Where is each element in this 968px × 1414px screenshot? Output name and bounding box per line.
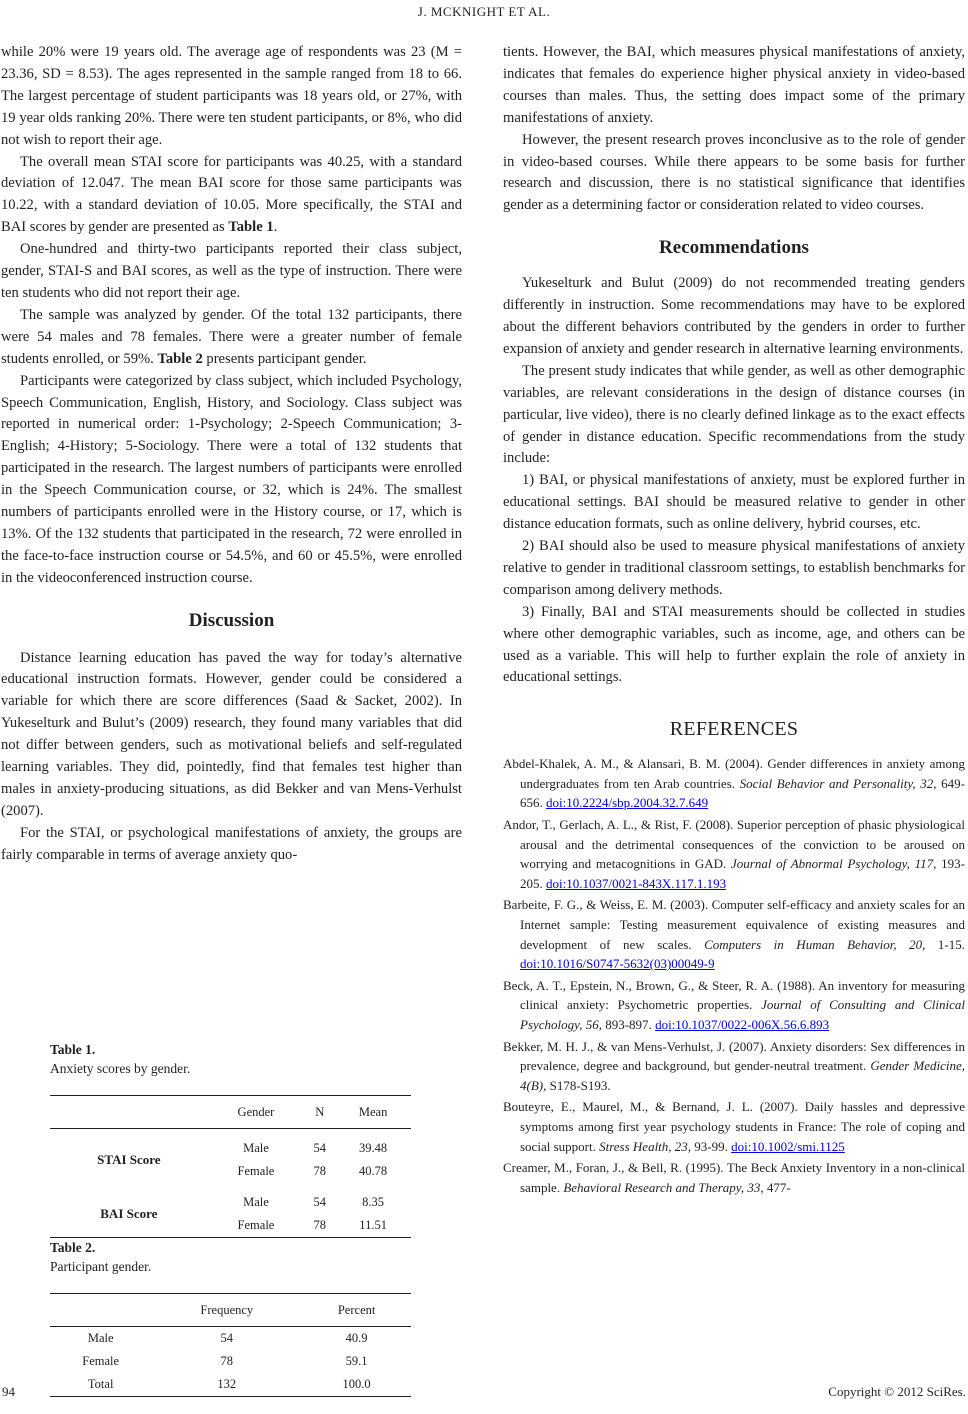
table-row [50, 1327, 411, 1351]
column-header: N [304, 1096, 335, 1129]
table-cell: 78 [313, 1164, 326, 1178]
reference-text: Beck, A. T., Epstein, N., Brown, G., & Steer, R. A. (1988). An inventory for measuring clinical anxiety: Psychometric properties. [503, 977, 965, 1013]
table-label: Table 2. [50, 1240, 96, 1255]
reference-text: Bouteyre, E., Maurel, M., & Bernand, J. L. (2007). Daily hassles and depressive symptoms among first year psychology students in France: The role of coping and social support. [503, 1099, 965, 1154]
table-cell: 11.51 [335, 1214, 411, 1238]
table-cell: Male [87, 1331, 114, 1345]
reference-pages: 477- [763, 1179, 791, 1195]
paragraph-text: presents participant gender. [202, 350, 367, 367]
table-label: Table 1. [50, 1042, 96, 1057]
paragraph: However, the present research proves inconclusive as to the role of gender in video-based courses. While there appears to be some basis for further research and discussion, there is no statistical significance that identifies gender as a determining factor or consideration related to video courses. [503, 131, 965, 214]
table-cell: 39.48 [359, 1141, 388, 1155]
table-cell: Female [82, 1354, 120, 1368]
column-header [50, 1294, 151, 1327]
table-2 [50, 1238, 411, 1397]
table-caption: Anxiety scores by gender. [50, 1061, 191, 1076]
reference-text: Creamer, M., Foran, J., & Bell, R. (1995). The Beck Anxiety Inventory in a non-clinical sample. [503, 1160, 965, 1195]
table-reference: Table 2 [157, 350, 203, 367]
paragraph: Yukeselturk and Bulut (2009) do not recommended treating genders differently in instruction. Some recommendations may have to be explored about the different behaviors contributed by the genders in order to further expansion of anxiety and gender research in alternative learning environments. [503, 275, 965, 357]
table-row [50, 1137, 411, 1160]
reference-journal: Journal of Abnormal Psychology, 117, [730, 856, 937, 872]
table-1-grid [50, 1095, 411, 1238]
reference-pages: 1-15. [925, 936, 965, 952]
row-group-label: BAI Score [50, 1191, 208, 1238]
reference-item [503, 1158, 965, 1197]
reference-item [503, 754, 965, 813]
running-head: J. MCKNIGHT ET AL. [417, 4, 551, 19]
paragraph: tients. However, the BAI, which measures physical manifestations of anxiety, indicates that females do experience higher physical anxiety in video-based courses than males. Thus, the setting does impact some of the primary manifestations of anxiety. [503, 44, 965, 126]
reference-item [503, 1097, 965, 1156]
table-row [50, 1373, 411, 1397]
paragraph-text: The overall mean STAI score for participants was 40.25, with a standard deviation of 12.047. The mean BAI score for those same participants was 10.22, with a standard deviation of 10.05. More specifically, the STAI and BAI scores by gender are presented as [1, 153, 462, 236]
reference-item [503, 976, 965, 1035]
reference-list [503, 754, 965, 1197]
doi-link[interactable]: doi:10.1002/smi.1125 [731, 1138, 845, 1154]
table-reference: Table 1 [228, 219, 274, 236]
table-cell: Female [237, 1164, 275, 1178]
paragraph [1, 305, 462, 371]
table-cell: 54 [313, 1195, 326, 1209]
reference-item [503, 895, 965, 973]
table-cell: Male [243, 1141, 269, 1155]
reference-pages: 649-656. [520, 775, 965, 811]
reference-pages: 93-99. [691, 1138, 732, 1154]
table-2-grid [50, 1293, 411, 1397]
reference-journal: Computers in Human Behavior, 20, [704, 936, 926, 952]
table-row [50, 1350, 411, 1373]
table-cell: 54 [313, 1141, 326, 1155]
table-cell: 8.35 [362, 1195, 385, 1209]
paragraph: The present study indicates that while gender, as well as other demographic variables, are relevant considerations in the design of distance courses (in particular, live video), there is no clearly defined linkage as to the exact effects of gender in distance education. Specific recommendations from the study include: [503, 362, 965, 467]
reference-text: Barbeite, F. G., & Weiss, E. M. (2003). Computer self-efficacy and anxiety scales for an Internet sample: Testing measurement equivalence of existing measures and development of new scales. [503, 897, 965, 952]
reference-pages: 193-205. [520, 856, 965, 891]
paragraph: Participants were categorized by class subject, which included Psychology, Speech Communication, English, History, and Sociology. Class subject was reported in numerical order: 1-Psychology; 2-Speech Communication; 3-English; 4-History; 5-Sociology. There were a total of 132 students that participated in the research. The largest numbers of participants were enrolled in the Speech Communication course, or 32, which is 24%. The smallest numbers of participants enrolled were in the History course, or 17, which is 13%. Of the 132 students that participated in the research, 72 were enrolled in the face-to-face instruction course or 54.5%, and 60 or 45.5%, were enrolled in the videoconferenced instruction course. [1, 372, 462, 586]
column-header: Gender [208, 1096, 304, 1129]
column-header: Percent [302, 1294, 411, 1327]
paragraph-text: . [273, 219, 278, 236]
paragraph: For the STAI, or psychological manifestations of anxiety, the groups are fairly comparable in terms of average anxiety quo- [1, 824, 462, 863]
column-header: Frequency [151, 1294, 302, 1327]
reference-journal: Journal of Consulting and Clinical Psychology, 56, [520, 997, 965, 1032]
column-header [50, 1096, 208, 1129]
reference-journal: Social Behavior and Personality, 32, [739, 775, 937, 791]
paragraph: Distance learning education has paved the way for today’s alternative educational instruction formats. However, gender could be considered a variable for which there are score differences (Saad & Sacket, 2002). In Yukeselturk and Bulut’s (2009) research, they found many variables that did not differ between genders, such as motivational beliefs and self-regulated learning variables. They did, pointedly, find that females test higher than males in anxiety-producing situations, as did Bekker and van Mens-Verhulst (2007). [1, 649, 462, 819]
copyright-notice: Copyright © 2012 SciRes. [828, 1384, 966, 1399]
table-cell: 40.78 [359, 1164, 388, 1178]
reference-item [503, 1037, 965, 1096]
paragraph: 2) BAI should also be used to measure physical manifestations of anxiety relative to gender in traditional classroom settings, to establish benchmarks for comparison among delivery methods. [503, 538, 965, 598]
doi-link[interactable]: doi:10.2224/sbp.2004.32.7.649 [546, 795, 709, 811]
paragraph [1, 152, 462, 240]
table-cell: 54 [220, 1331, 234, 1345]
table-cell: Male [243, 1195, 269, 1209]
table-cell: 132 [151, 1373, 302, 1397]
table-cell: 78 [220, 1354, 234, 1368]
table-cell: 78 [304, 1214, 335, 1238]
paragraph-text: The sample was analyzed by gender. Of the total 132 participants, there were 54 males and 78 females. There were a greater number of female students enrolled, or 59%. [1, 306, 462, 367]
reference-pages: 893-897. [601, 1017, 656, 1032]
table-1 [50, 1040, 411, 1238]
reference-text: Andor, T., Gerlach, A. L., & Rist, F. (2008). Superior perception of phasic physiological arousal and the detrimental consequences of the conviction to be aroused on worrying and metacognitions in GAD. [503, 817, 965, 872]
reference-pages: S178-S193. [546, 1077, 611, 1093]
reference-journal: Gender Medicine, 4(B), [520, 1058, 965, 1093]
section-heading-discussion: Discussion [188, 609, 275, 631]
doi-link[interactable]: doi:10.1037/0022-006X.56.6.893 [655, 1017, 830, 1032]
reference-journal: Stress Health, 23, [599, 1138, 692, 1154]
section-heading-recommendations: Recommendations [659, 237, 809, 259]
section-heading-references: REFERENCES [669, 718, 799, 741]
doi-link[interactable]: doi:10.1037/0021-843X.117.1.193 [546, 875, 727, 891]
reference-text: Abdel-Khalek, A. M., & Alansari, B. M. (2004). Gender differences in anxiety among undergraduates from ten Arab countries. [503, 756, 965, 791]
doi-link[interactable]: doi:10.1016/S0747-5632(03)00049-9 [520, 956, 715, 972]
paragraph: 3) Finally, BAI and STAI measurements should be collected in studies where other demographic variables, such as income, age, and others can be used as a variable. This will help to further explain the role of anxiety in educational settings. [503, 603, 965, 686]
table-cell: 40.9 [345, 1331, 368, 1345]
table-caption: Participant gender. [50, 1259, 152, 1274]
reference-journal: Behavioral Research and Therapy, 33, [563, 1179, 764, 1195]
column-header: Mean [335, 1096, 411, 1129]
paragraph: 1) BAI, or physical manifestations of anxiety, must be explored further in educational settings. BAI should be measured relative to gender in other distance education formats, such as online delivery, hybrid courses, etc. [503, 472, 965, 533]
paragraph: while 20% were 19 years old. The average age of respondents was 23 (M = 23.36, SD = 8.53). The ages represented in the sample ranged from 18 to 66. The largest percentage of student participants was 18 years old, or 27%, with 19 year olds ranking 20%. There were ten student participants, or 8%, who did not wish to report their age. [1, 44, 462, 148]
page-number: 94 [2, 1384, 15, 1399]
table-row [50, 1191, 411, 1214]
reference-text: Bekker, M. H. J., & van Mens-Verhulst, J. (2007). Anxiety disorders: Sex differences in prevalence, degree and background, but gender-neutral treatment. [503, 1038, 965, 1074]
row-group-label: STAI Score [97, 1152, 161, 1167]
reference-item [503, 815, 965, 893]
table-cell: 59.1 [345, 1354, 368, 1368]
table-cell: 100.0 [302, 1373, 411, 1397]
paragraph: One-hundred and thirty-two participants reported their class subject, gender, STAI-S and BAI scores, as well as the type of instruction. There were ten students who did not report their age. [1, 241, 462, 301]
table-cell: Total [50, 1373, 151, 1397]
table-cell: Female [208, 1214, 304, 1238]
left-column [1, 42, 462, 867]
right-column [503, 42, 965, 1199]
